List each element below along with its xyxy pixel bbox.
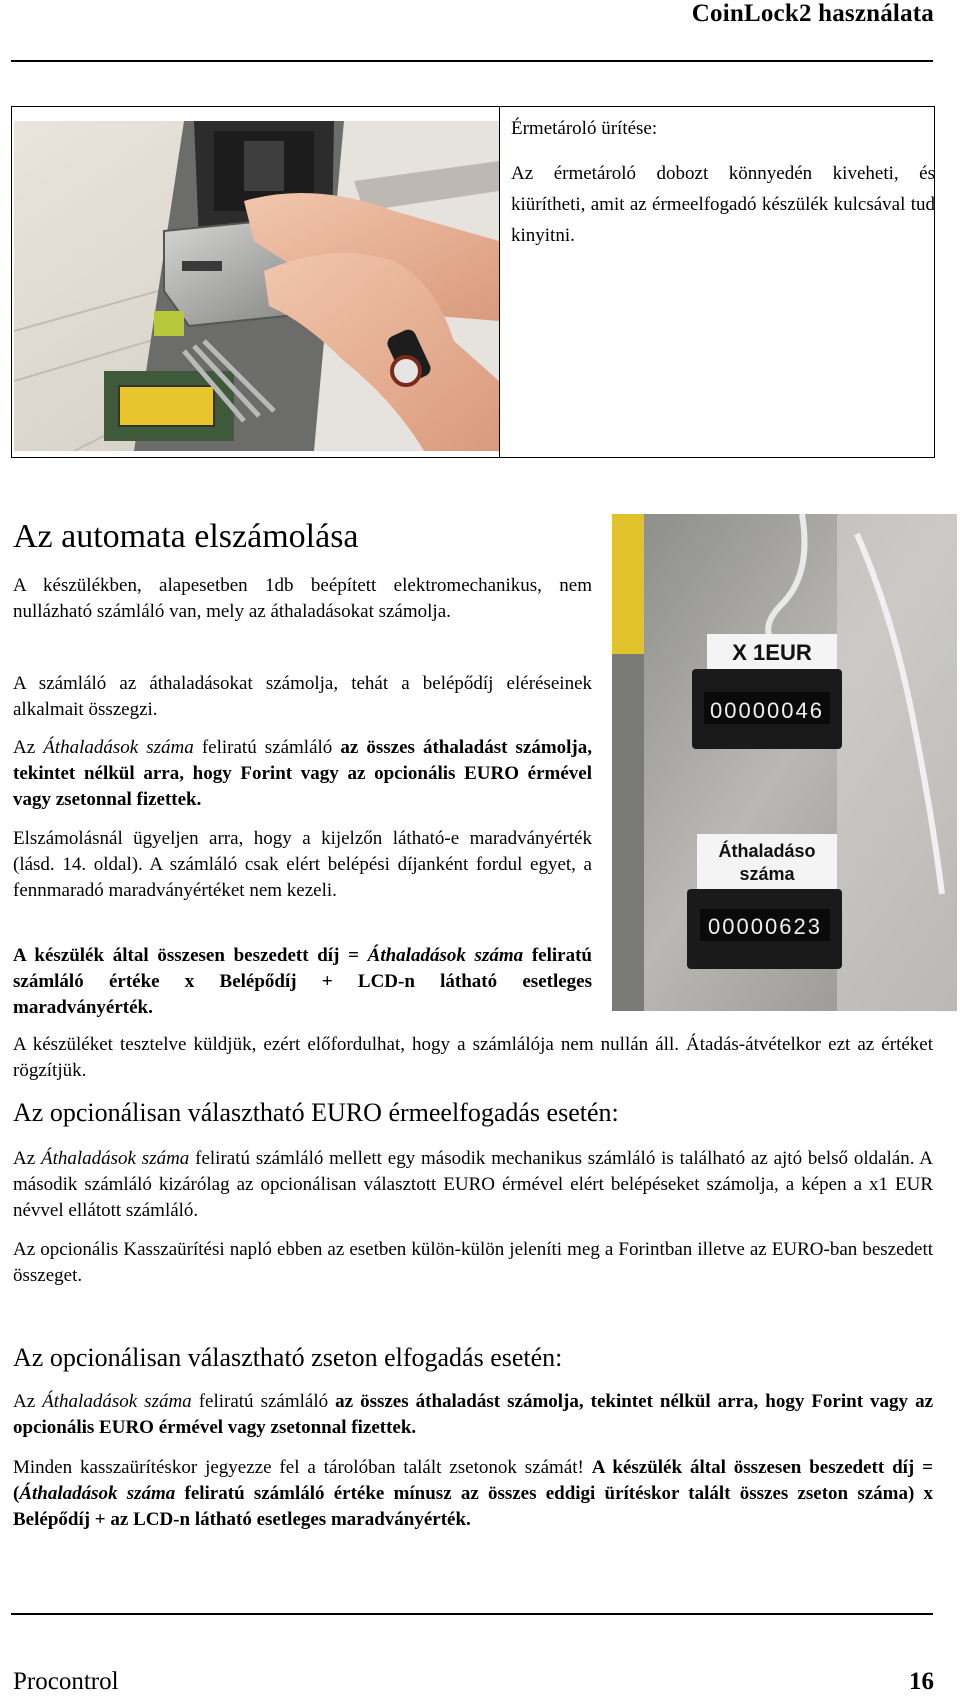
section1-formula: A készülék által összesen beszedett díj = Áthaladások száma feliratú számláló értéke x Belépődíj + LCD-n látható esetleges maradványérték.	[13, 945, 592, 1018]
counter-label-pass-line2: száma	[739, 864, 795, 884]
footer-rule	[11, 1613, 933, 1615]
section1-paragraph6: A készüléket tesztelve küldjük, ezért előfordulhat, hogy a számlálója nem nullán áll. Átadás-átvételkor ezt az értéket rögzítjük.	[13, 1034, 933, 1081]
footer-company: Procontrol	[13, 1668, 119, 1695]
section1-title: Az automata elszámolása	[13, 518, 359, 555]
section3-paragraph1: Az Áthaladások száma feliratú számláló az összes áthaladást számolja, tekintet nélkül arra, hogy Forint vagy az opcionális EURO érmével vagy zsetonnal fizettek.	[13, 1391, 934, 1438]
page-number: 16	[909, 1668, 934, 1695]
header-rule	[11, 60, 933, 62]
coin-box-body: Az érmetároló dobozt könnyedén kiveheti, és kiürítheti, amit az érmeelfogadó készülék kulcsával tud kinyitni.	[511, 163, 935, 246]
coin-box-photo	[14, 121, 499, 451]
section2-paragraph1: Az Áthaladások száma feliratú számláló mellett egy második mechanikus számláló is található az ajtó belső oldalán. A második számláló kizárólag az opcionálisan választott EURO érmével elért belépéseket számolja, a képen a x1 EUR névvel ellátott számláló.	[13, 1148, 933, 1221]
counter-digits-eur: 00000046	[710, 698, 824, 723]
section1-paragraph3: Az Áthaladások száma feliratú számláló az összes áthaladást számolja, tekintet nélkül arra, hogy Forint vagy az opcionális EURO érmével vagy zsetonnal fizettek.	[13, 737, 592, 810]
counter-photo	[612, 514, 957, 1011]
section2-paragraph2: Az opcionális Kasszaürítési napló ebben az esetben külön-külön jeleníti meg a Forintban illetve az EURO-ban beszedett összeget.	[13, 1239, 933, 1286]
section1-paragraph2: A számláló az áthaladásokat számolja, tehát a belépődíj eléréseinek alkalmait összegzi.	[13, 673, 592, 720]
coin-box-instructions	[500, 113, 935, 265]
counter-label-pass-line1: Áthaladáso	[718, 841, 816, 861]
section3-paragraph2: Minden kasszaürítéskor jegyezze fel a tárolóban talált zsetonok számát! A készülék által összesen beszedett díj = (Áthaladások száma feliratú számláló értéke mínusz az összes eddigi ürítéskor talált összes zseton száma) x Belépődíj + az LCD-n látható esetleges maradványérték.	[13, 1457, 933, 1530]
section1-paragraph4: Elszámolásnál ügyeljen arra, hogy a kijelzőn látható-e maradványérték (lásd. 14. oldal). A számláló csak elért belépési díjanként fordul egyet, a fennmaradó maradványértéket nem kezeli.	[13, 828, 592, 901]
counter-digits-pass: 00000623	[708, 914, 822, 939]
section3-title: Az opcionálisan választható zseton elfogadás esetén:	[13, 1343, 563, 1372]
counter-label-eur: X 1EUR	[732, 640, 812, 665]
section2-title: Az opcionálisan választható EURO érmeelfogadás esetén:	[13, 1098, 619, 1127]
coin-box-heading: Érmetároló ürítése:	[511, 118, 658, 139]
section1-paragraph1: A készülékben, alapesetben 1db beépített elektromechanikus, nem nullázható számláló van, mely az áthaladásokat számolja.	[13, 575, 592, 622]
coin-box-table	[11, 106, 935, 458]
page-header-title: CoinLock2 használata	[691, 0, 934, 27]
